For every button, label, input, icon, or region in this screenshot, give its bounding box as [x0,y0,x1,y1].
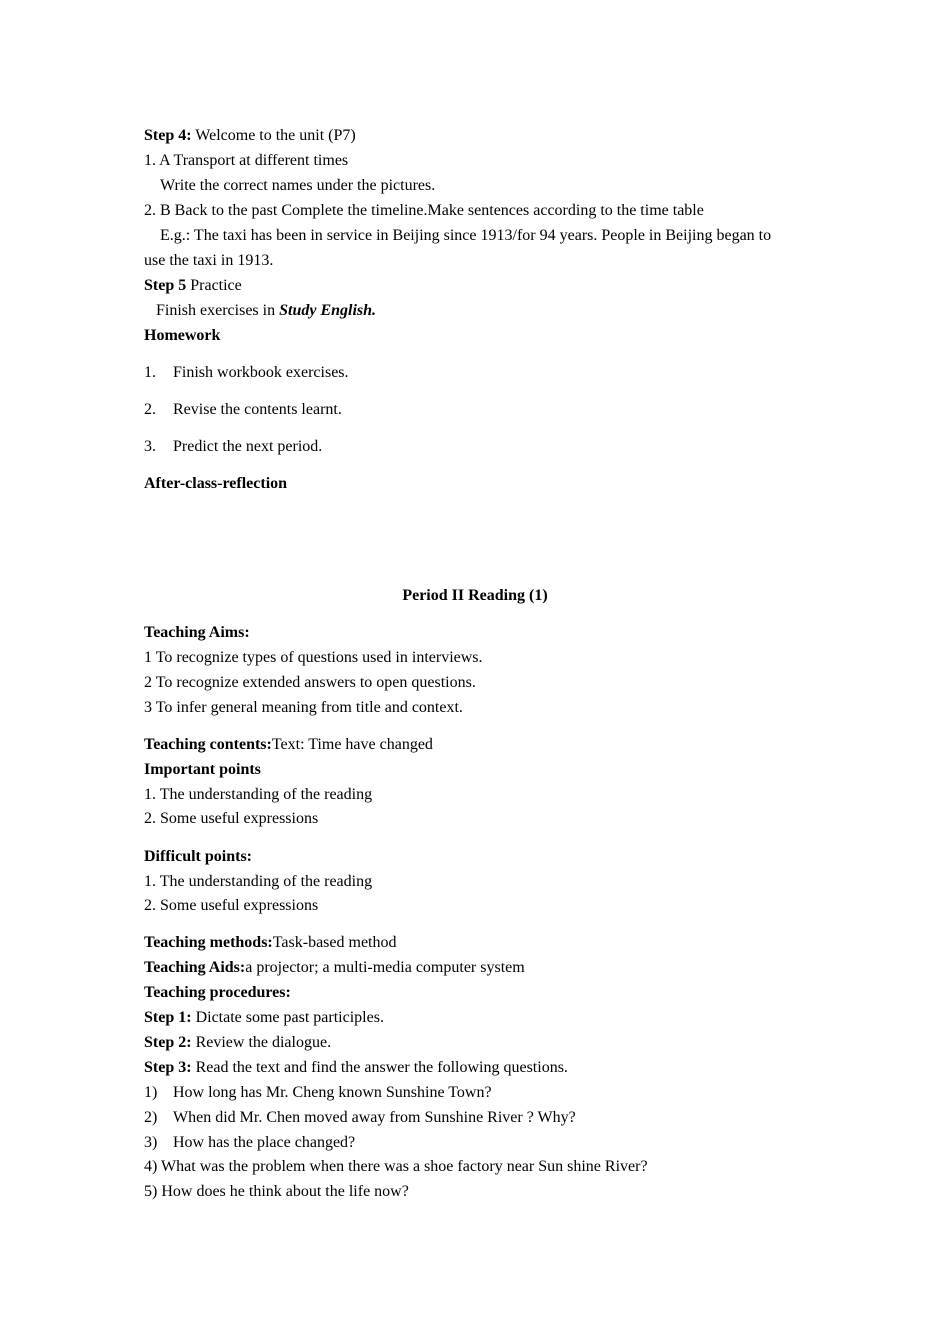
aids-label: Teaching Aids: [144,959,246,976]
question-item [144,1083,492,1103]
step2-line [144,1033,331,1053]
homework-item-text: Finish workbook exercises. [173,364,349,381]
step3-text: Read the text and find the answer the following questions. [191,1059,568,1076]
difficult-item: 2. Some useful expressions [144,897,319,914]
step5-label: Step 5 [144,277,187,294]
question-number: 3) [144,1134,158,1151]
homework-item [144,363,349,383]
aim-item: 1 To recognize types of questions used in interviews. [144,649,483,666]
question-item: 5) How does he think about the life now? [144,1183,409,1200]
period-title: Period II Reading (1) [402,587,548,604]
important-heading: Important points [144,761,261,778]
reflection-heading: After-class-reflection [144,475,288,492]
item1-line: 1. A Transport at different times [144,152,349,169]
question-item [144,1133,355,1153]
item2-line: 2. B Back to the past Complete the timeline.Make sentences according to the time table [144,202,704,219]
homework-item-text: Revise the contents learnt. [173,401,342,418]
contents-label: Teaching contents: [144,736,272,753]
question-text: How long has Mr. Cheng known Sunshine Town? [173,1084,492,1101]
homework-item-number: 3. [144,438,156,455]
step1-label: Step 1: [144,1009,192,1026]
homework-item-number: 1. [144,364,156,381]
aim-item: 3 To infer general meaning from title and context. [144,699,463,716]
methods-label: Teaching methods: [144,934,273,951]
question-number: 1) [144,1084,158,1101]
item2-example-line1: E.g.: The taxi has been in service in Beijing since 1913/for 94 years. People in Beijing began to [160,227,772,244]
question-number: 2) [144,1109,158,1126]
question-item [144,1108,576,1128]
question-text: How has the place changed? [173,1134,356,1151]
contents-text: Text: Time have changed [271,736,433,753]
step4-text: Welcome to the unit (P7) [191,127,356,144]
aids-line [144,958,525,978]
important-item: 1. The understanding of the reading [144,786,373,803]
item2-example-line2: use the taxi in 1913. [144,252,274,269]
item1-sub-line: Write the correct names under the pictures. [160,177,436,194]
procedures-heading: Teaching procedures: [144,984,291,1001]
practice-prefix: Finish exercises in [156,302,280,319]
important-item: 2. Some useful expressions [144,810,319,827]
difficult-item: 1. The understanding of the reading [144,873,373,890]
aids-text: a projector; a multi-media computer system [245,959,525,976]
step5-line [144,276,242,296]
aims-heading: Teaching Aims: [144,624,250,641]
methods-text: Task-based method [272,934,397,951]
question-item: 4) What was the problem when there was a shoe factory near Sun shine River? [144,1158,648,1175]
step3-label: Step 3: [144,1059,192,1076]
contents-line [144,735,433,755]
step2-text: Review the dialogue. [191,1034,332,1051]
homework-item [144,437,322,457]
step3-line [144,1058,568,1078]
question-text: When did Mr. Chen moved away from Sunshine River ? Why? [173,1109,576,1126]
homework-item [144,400,342,420]
difficult-heading: Difficult points: [144,848,252,865]
methods-line [144,933,397,953]
step2-label: Step 2: [144,1034,192,1051]
homework-heading: Homework [144,327,221,344]
practice-book: Study English. [279,302,377,319]
step1-text: Dictate some past participles. [191,1009,384,1026]
step5-text: Practice [186,277,242,294]
step4-line [144,126,356,146]
step1-line [144,1008,384,1028]
homework-item-number: 2. [144,401,156,418]
practice-line [156,301,376,321]
aim-item: 2 To recognize extended answers to open questions. [144,674,476,691]
step4-label: Step 4: [144,127,192,144]
homework-item-text: Predict the next period. [173,438,323,455]
